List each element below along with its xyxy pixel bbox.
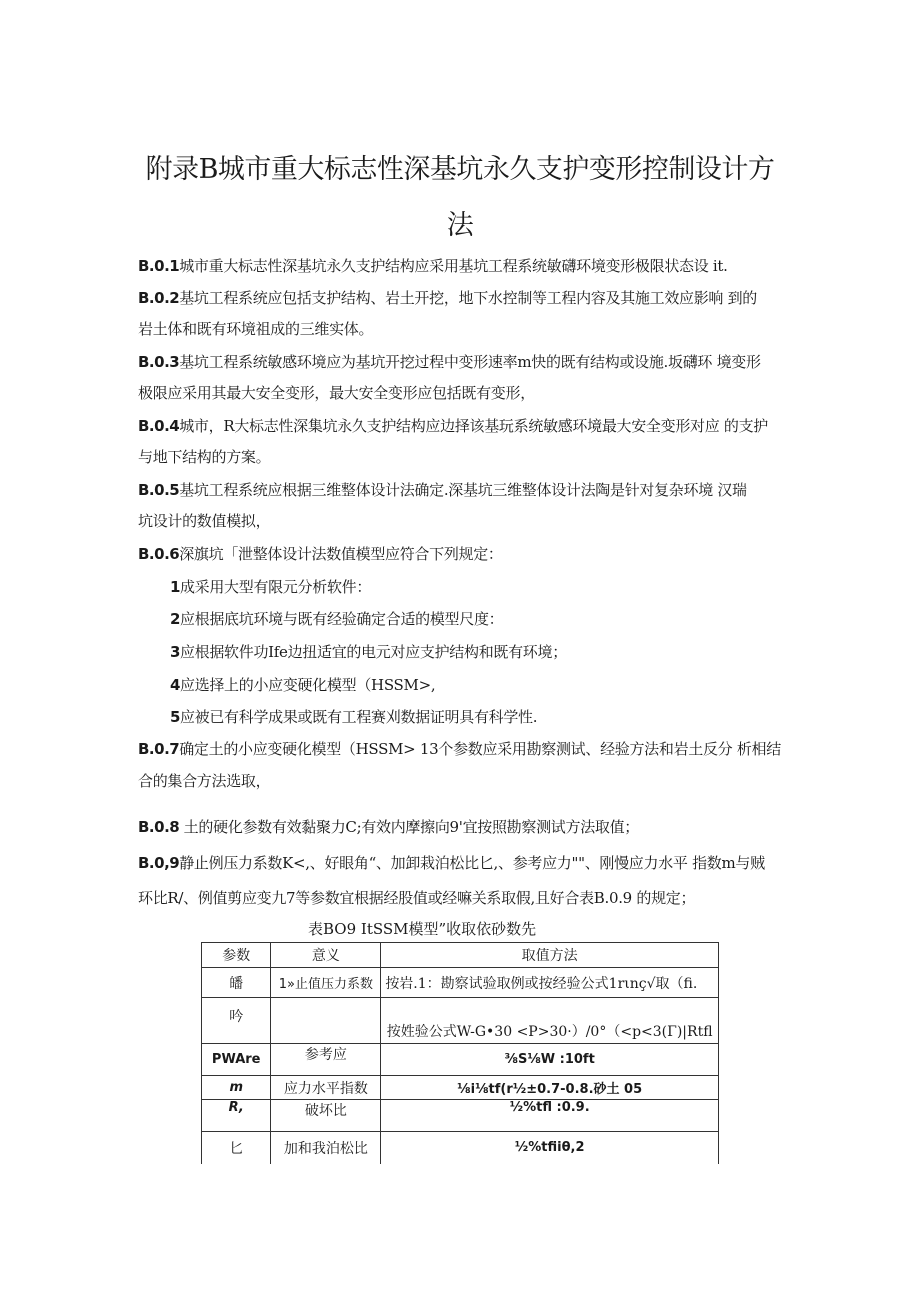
table-cell <box>271 998 381 1044</box>
clause-b06 <box>138 539 788 570</box>
clause-number: B.0.6 <box>138 545 180 563</box>
clause-b05 <box>138 475 788 506</box>
clause-number: B.0.8 <box>138 818 180 836</box>
page-title <box>140 142 780 254</box>
clause-number: B.0.1 <box>138 257 180 275</box>
clause-text: 确定土的小应变硬化模型（HSSM> 13个参数应采用勘察测试、经验方法和岩土反分 析相结 <box>179 740 781 758</box>
table-cell: 加和我泊松比 <box>271 1132 381 1164</box>
clause-number: B.0.3 <box>138 353 180 371</box>
clause-b08 <box>138 812 788 843</box>
table-cell: m <box>202 1076 271 1100</box>
table-row <box>202 1044 719 1076</box>
clause-text: 城市，R大标志性深集坑永久支护结构应边择该基玩系统敏感环境最大安全变形对应 的支护 <box>179 417 768 435</box>
clause-b04 <box>138 411 788 442</box>
table-cell: ½%tfl :0.9. <box>381 1100 719 1132</box>
clause-text: 基坑工程系统应根据三维整体设计法确定.深基坑三维整体设计法陶是针对复杂环境 汉瑞 <box>179 481 747 499</box>
title-line-1: 附录B城市重大标志性深基坑永久支护变形控制设计方 <box>145 154 775 185</box>
table-caption: 表BO9 ItSSM模型”收取依砂数先 <box>308 920 537 938</box>
clause-b04-cont <box>138 442 788 473</box>
clause-text: 岩土体和既有环境祖成的三维实体。 <box>138 320 374 338</box>
title-line-2: 法 <box>446 210 474 241</box>
clause-b03-cont <box>138 378 788 409</box>
clause-text: 极限应采用其最大安全变形，最大安全变形应包括既有变形， <box>138 384 535 402</box>
clause-number: B.0.7 <box>138 740 180 758</box>
column-header: 意义 <box>271 943 381 968</box>
table-row <box>202 968 719 998</box>
parameter-table <box>201 942 719 1164</box>
clause-number: B.0.4 <box>138 417 180 435</box>
clause-text: 静止例压力系数K<,、好眼角“、加卸栽泊松比匕,、参考应力""、刚慢应力水平 指数m与贼 <box>179 854 765 872</box>
column-header: 参数 <box>202 943 271 968</box>
clause-text: 合的集合方法选取， <box>138 772 271 790</box>
clause-text: 环比R/、例值剪应变九7等参数宜根据经股值或经嘛关系取假,且好合表B.0.9 的规定； <box>138 889 696 907</box>
column-header: 取值方法 <box>381 943 719 968</box>
clause-number: B.0.5 <box>138 481 180 499</box>
clause-text: 深旗坑「泄整体设计法数值模型应符合下列规定： <box>179 545 503 563</box>
table-cell: PWAre <box>202 1044 271 1076</box>
table-cell: 按岩.1：勘察试验取例或按经验公式1rιnç√取（fi. <box>381 968 719 998</box>
clause-b07-cont <box>138 766 788 797</box>
table-cell: 匕 <box>202 1132 271 1164</box>
table-cell: 参考应 <box>271 1044 381 1076</box>
list-item: 4应选择上的小应变硬化模型（HSSM>, <box>170 676 436 694</box>
clause-b02 <box>138 283 788 314</box>
table-cell: 应力水平指数 <box>271 1076 381 1100</box>
list-item: 1成采用大型有限元分析软件： <box>170 578 372 596</box>
clause-b03 <box>138 347 788 378</box>
clause-b05-cont <box>138 506 788 537</box>
clause-text: 城市重大标志性深基坑永久支护结构应采用基坑工程系统敏礴环境变形极限状态设 it. <box>179 257 728 275</box>
clause-b09 <box>138 848 788 879</box>
table-row <box>202 1100 719 1132</box>
table-cell: ½%tfiiθ,2 <box>381 1132 719 1164</box>
table-cell: ⅛i⅛tf(r½±0.7-0.8.砂土 05 <box>381 1076 719 1100</box>
table-row <box>202 1132 719 1164</box>
table-header-row <box>202 943 719 968</box>
clause-text: 基坑工程系统敏感环境应为基坑开挖过程中变形速率m快的既有结构或设施.坂礴环 境变形 <box>179 353 761 371</box>
table-cell: R, <box>202 1100 271 1132</box>
clause-b07 <box>138 734 788 765</box>
clause-b02-cont <box>138 314 788 345</box>
table-cell: 按姓验公式W-G•30 <P>30·）/0°（<p<3(Γ)|Rtfl <box>381 998 719 1044</box>
clause-number: B.0.2 <box>138 289 180 307</box>
table-cell: ⅜S⅛W :10ft <box>381 1044 719 1076</box>
clause-b01 <box>138 251 788 282</box>
clause-text: 土的硬化参数有效黏聚力C;有效内摩擦向9'宜按照勘察测试方法取值； <box>179 818 639 836</box>
table-cell: 1»止值压力系数 <box>271 968 381 998</box>
table-cell: 皤 <box>202 968 271 998</box>
clause-text: 坑设计的数值模拟， <box>138 512 271 530</box>
clause-b09-cont <box>138 883 788 914</box>
clause-number: B.0,9 <box>138 854 180 872</box>
list-item: 5应被已有科学成果或既有工程赛刈数据证明具有科学性. <box>170 708 538 726</box>
list-item: 2应根据底坑环境与既有经验确定合适的模型尺度： <box>170 610 504 628</box>
clause-text: 基坑工程系统应包括支护结构、岩土开挖，地下水控制等工程内容及其施工效应影响 到的 <box>179 289 757 307</box>
list-item: 3应根据软件功Ife边扭适宜的电元对应支护结构和既有环境； <box>170 643 567 661</box>
table-row <box>202 998 719 1044</box>
table-cell: 吟 <box>202 998 271 1044</box>
table-row <box>202 1076 719 1100</box>
clause-text: 与地下结构的方案。 <box>138 448 271 466</box>
table-cell: 破坏比 <box>271 1100 381 1132</box>
